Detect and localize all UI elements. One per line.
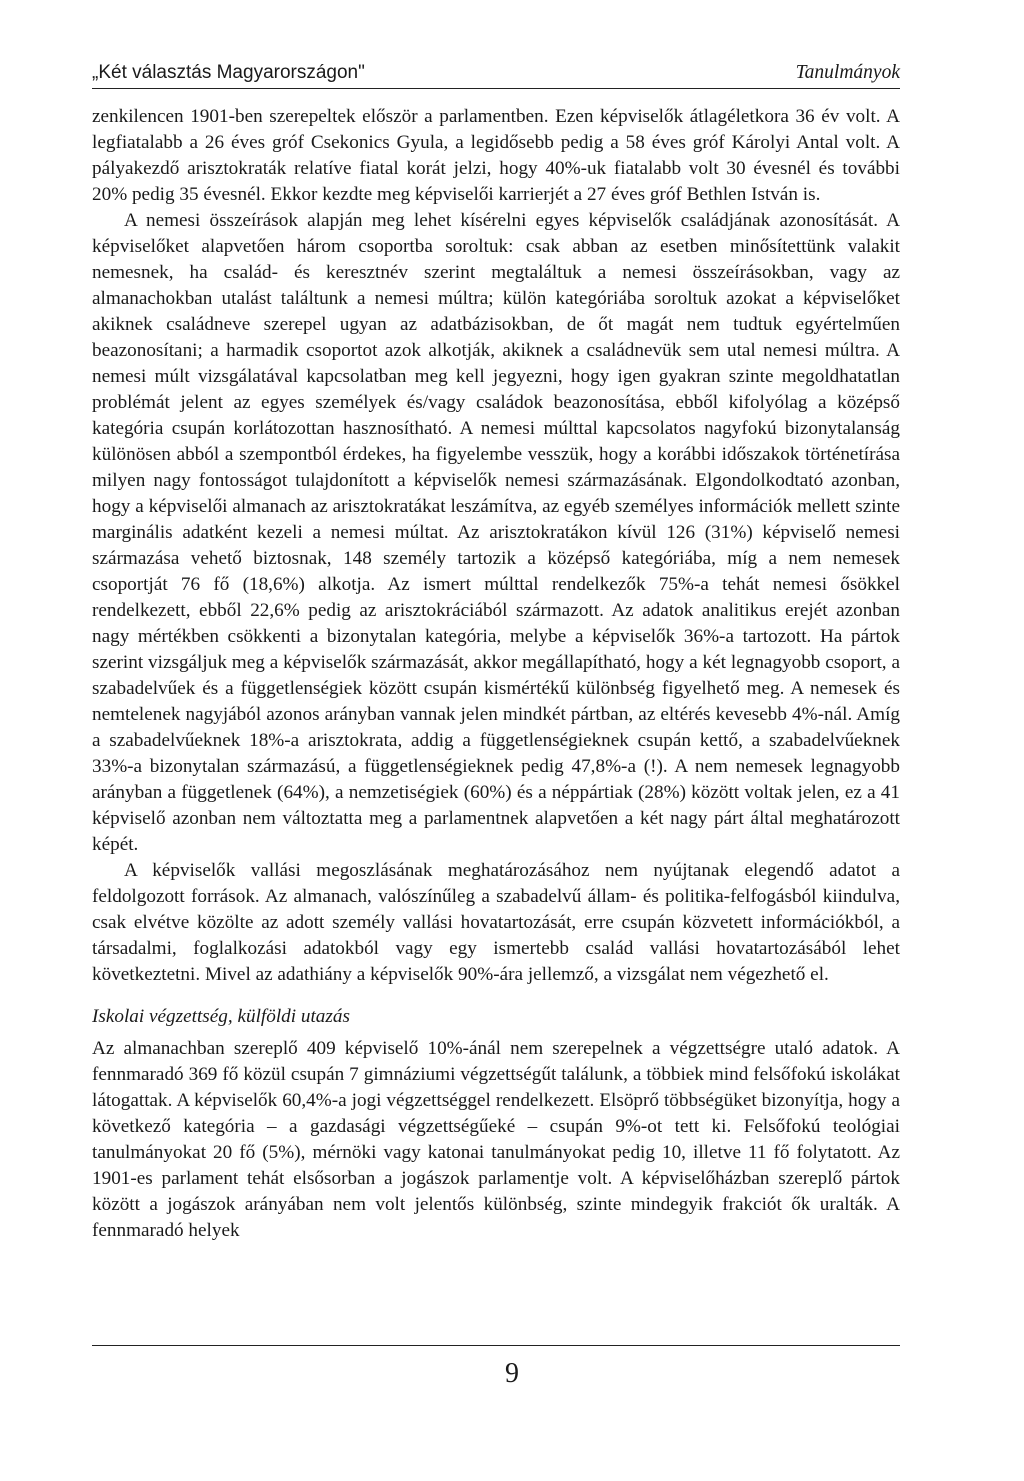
running-title: „Két választás Magyarországon": [92, 62, 365, 83]
paragraph-3: A képviselők vallási megoszlásának meghatározásához nem nyújtanak elegendő adatot a feldolgozott források. Az almanach, valószínűleg a szabadelvű állam- és politika-felfogásból kiindulva, csak elvétve közölte az adott személy vallási hovatartozását, erre csupán közvetett információkból, a társadalmi, foglalkozási adatokból vagy egy ismertebb család vallási hovatartozásából lehet következtetni. Mivel az adathiány a képviselők 90%-ára jellemző, a vizsgálat nem végezhető el.: [92, 860, 900, 985]
page-number: 9: [505, 1358, 519, 1389]
running-header: [92, 62, 900, 89]
body-text: [92, 104, 900, 1244]
paragraph-1: zenkilencen 1901-ben szerepeltek először a parlamentben. Ezen képviselők átlagéletkora 36 év volt. A legfiatalabb a 26 éves gróf Csekonics Gyula, a legidősebb pedig a 58 éves gróf Károlyi Antal volt. A pályakezdő arisztokraták relatíve fiatal korát jelzi, hogy 40%-uk fiatalabb volt 30 évesnél és további 20% pedig 35 évesnél. Ekkor kezdte meg képviselői karrierjét a 27 éves gróf Bethlen István is.: [92, 106, 900, 205]
footer-rule: [92, 1345, 900, 1346]
document-page: [92, 62, 900, 1244]
section-label: Tanulmányok: [795, 62, 900, 83]
paragraph-4: Az almanachban szereplő 409 képviselő 10%-ánál nem szerepelnek a végzettségre utaló adatok. A fennmaradó 369 fő közül csupán 7 gimnáziumi végzettségűt találunk, a többiek mind felsőfokú iskolákat látogattak. A képviselők 60,4%-a jogi végzettséggel rendelkezett. Elsöprő többségüket bizonyítja, hogy a következő kategória – a gazdasági végzettségűeké – csupán 9%-ot tett ki. Felsőfokú teológiai tanulmányokat 20 fő (5%), mérnöki vagy katonai tanulmányokat pedig 10, illetve 11 fő folytatott. Az 1901-es parlament tehát elsősorban a jogászok parlamentje volt. A képviselőházban szereplő pártok között a jogászok arányában nem volt jelentős különbség, szinte mindegyik frakciót ők uralták. A fennmaradó helyek: [92, 1038, 900, 1241]
paragraph-2: A nemesi összeírások alapján meg lehet kísérelni egyes képviselők családjának azonosítását. A képviselőket alapvetően három csoportba soroltuk: csak abban az esetben minősítettünk valakit nemesnek, ha család- és keresztnév szerint megtaláltuk a nemesi összeírásokban, vagy az almanachokban utalást találtunk a nemesi múltra; külön kategóriába soroltuk azokat a képviselőket akiknek családneve szerepel ugyan az adatbázisokban, de őt magát nem tudtuk egyértelműen beazonosítani; a harmadik csoportot azok alkotják, akiknek a családnevük sem utal nemesi múltra. A nemesi múlt vizsgálatával kapcsolatban meg kell jegyezni, hogy igen gyakran szinte megoldhatatlan problémát jelent az egyes személyek és/vagy családok beazonosítása, ebből kifolyólag a középső kategória csupán korlátozottan hasznosítható. A nemesi múlttal kapcsolatos nagyfokú bizonytalanság különösen abból a szempontból érdekes, ha figyelembe vesszük, hogy a korábbi időszakok történetírása milyen nagy fontosságot tulajdonított a képviselők nemesi származásának. Elgondolkodtató azonban, hogy a képviselői almanach az arisztokratákat leszámítva, az egyéb személyes információk mellett szinte marginális adatként kezeli a nemesi múltat. Az arisztokratákon kívül 126 (31%) képviselő nemesi származása vehető biztosnak, 148 személy tartozik a középső kategóriába, míg a nem nemesek csoportját 76 fő (18,6%) alkotja. Az ismert múlttal rendelkezők 75%-a tehát nemesi ősökkel rendelkezett, ebből 22,6% pedig az arisztokráciából származott. Az adatok analitikus erejét azonban nagy mértékben csökkenti a bizonytalan kategória, melybe a képviselők 36%-a tartozott. Ha pártok szerint vizsgáljuk meg a képviselők származását, akkor megállapítható, hogy a két legnagyobb csoport, a szabadelvűek és a függetlenségiek között csupán kismértékű különbség figyelhető meg. A nemesek és nemtelenek nagyjából azonos arányban vannak jelen mindkét pártban, az eltérés kevesebb 4%-nál. Amíg a szabadelvűeknek 18%-a arisztokrata, addig a függetlenségieknek csupán kettő, a szabadelvűeknek 33%-a bizonytalan származású, a függetlenségieknek pedig 47,8%-a (!). A nem nemesek legnagyobb arányban a függetlenek (64%), a nemzetiségiek (60%) és a néppártiak (28%) között voltak jelen, ez a 41 képviselő azonban nem változtatta meg a parlamentnek alapvetően a két nagy párt által meghatározott képét.: [92, 210, 900, 855]
section-heading: Iskolai végzettség, külföldi utazás: [92, 1006, 350, 1027]
